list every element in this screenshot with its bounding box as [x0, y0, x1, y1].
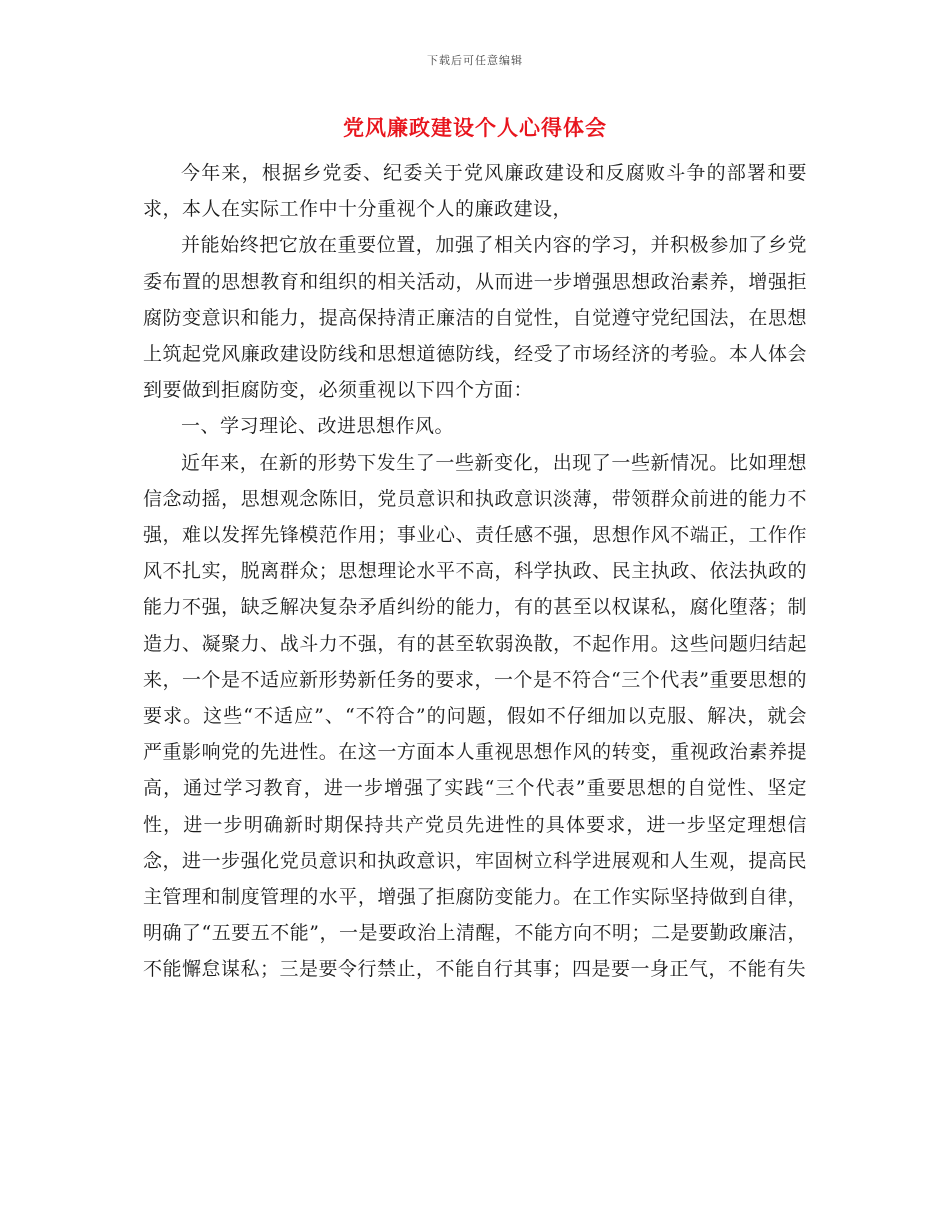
paragraph-3: 近年来，在新的形势下发生了一些新变化，出现了一些新情况。比如理想信念动摇，思想观念陈旧，党员意识和执政意识淡薄，带领群众前进的能力不强，难以发挥先锋模范作用；事业心、责任感不强，思想作风不端正，工作作风不扎实，脱离群众；思想理论水平不高，科学执政、民主执政、依法执政的能力不强，缺乏解决复杂矛盾纠纷的能力，有的甚至以权谋私，腐化堕落；制造力、凝聚力、战斗力不强，有的甚至软弱涣散，不起作用。这些问题归结起来，一个是不适应新形势新任务的要求，一个是不符合“三个代表”重要思想的要求。这些“不适应”、“不符合”的问题，假如不仔细加以克服、解决，就会严重影响党的先进性。在这一方面本人重视思想作风的转变，重视政治素养提高，通过学习教育，进一步增强了实践“三个代表”重要思想的自觉性、坚定性，进一步明确新时期保持共产党员先进性的具体要求，进一步坚定理想信念，进一步强化党员意识和执政意识，牢固树立科学进展观和人生观，提高民主管理和制度管理的水平，增强了拒腐防变能力。在工作实际坚持做到自律，明确了“五要五不能”，一是要政治上清醒，不能方向不明；二是要勤政廉洁，不能懈怠谋私；三是要令行禁止，不能自行其事；四是要一身正气，不能有失 [143, 451, 807, 981]
document-title: 党风廉政建设个人心得体会 [343, 116, 607, 140]
document-body [143, 155, 807, 988]
paragraph-1: 今年来，根据乡党委、纪委关于党风廉政建设和反腐败斗争的部署和要求，本人在实际工作中十分重视个人的廉政建设， [143, 162, 807, 221]
page-header-note: 下载后可任意编辑 [427, 54, 523, 67]
section-heading-1: 一、学习理论、改进思想作风。 [181, 415, 455, 438]
paragraph-2: 并能始终把它放在重要位置，加强了相关内容的学习，并积极参加了乡党委布置的思想教育和组织的相关活动，从而进一步增强思想政治素养，增强拒腐防变意识和能力，提高保持清正廉洁的自觉性，自觉遵守党纪国法，在思想上筑起党风廉政建设防线和思想道德防线，经受了市场经济的考验。本人体会到要做到拒腐防变，必须重视以下四个方面： [143, 234, 807, 402]
